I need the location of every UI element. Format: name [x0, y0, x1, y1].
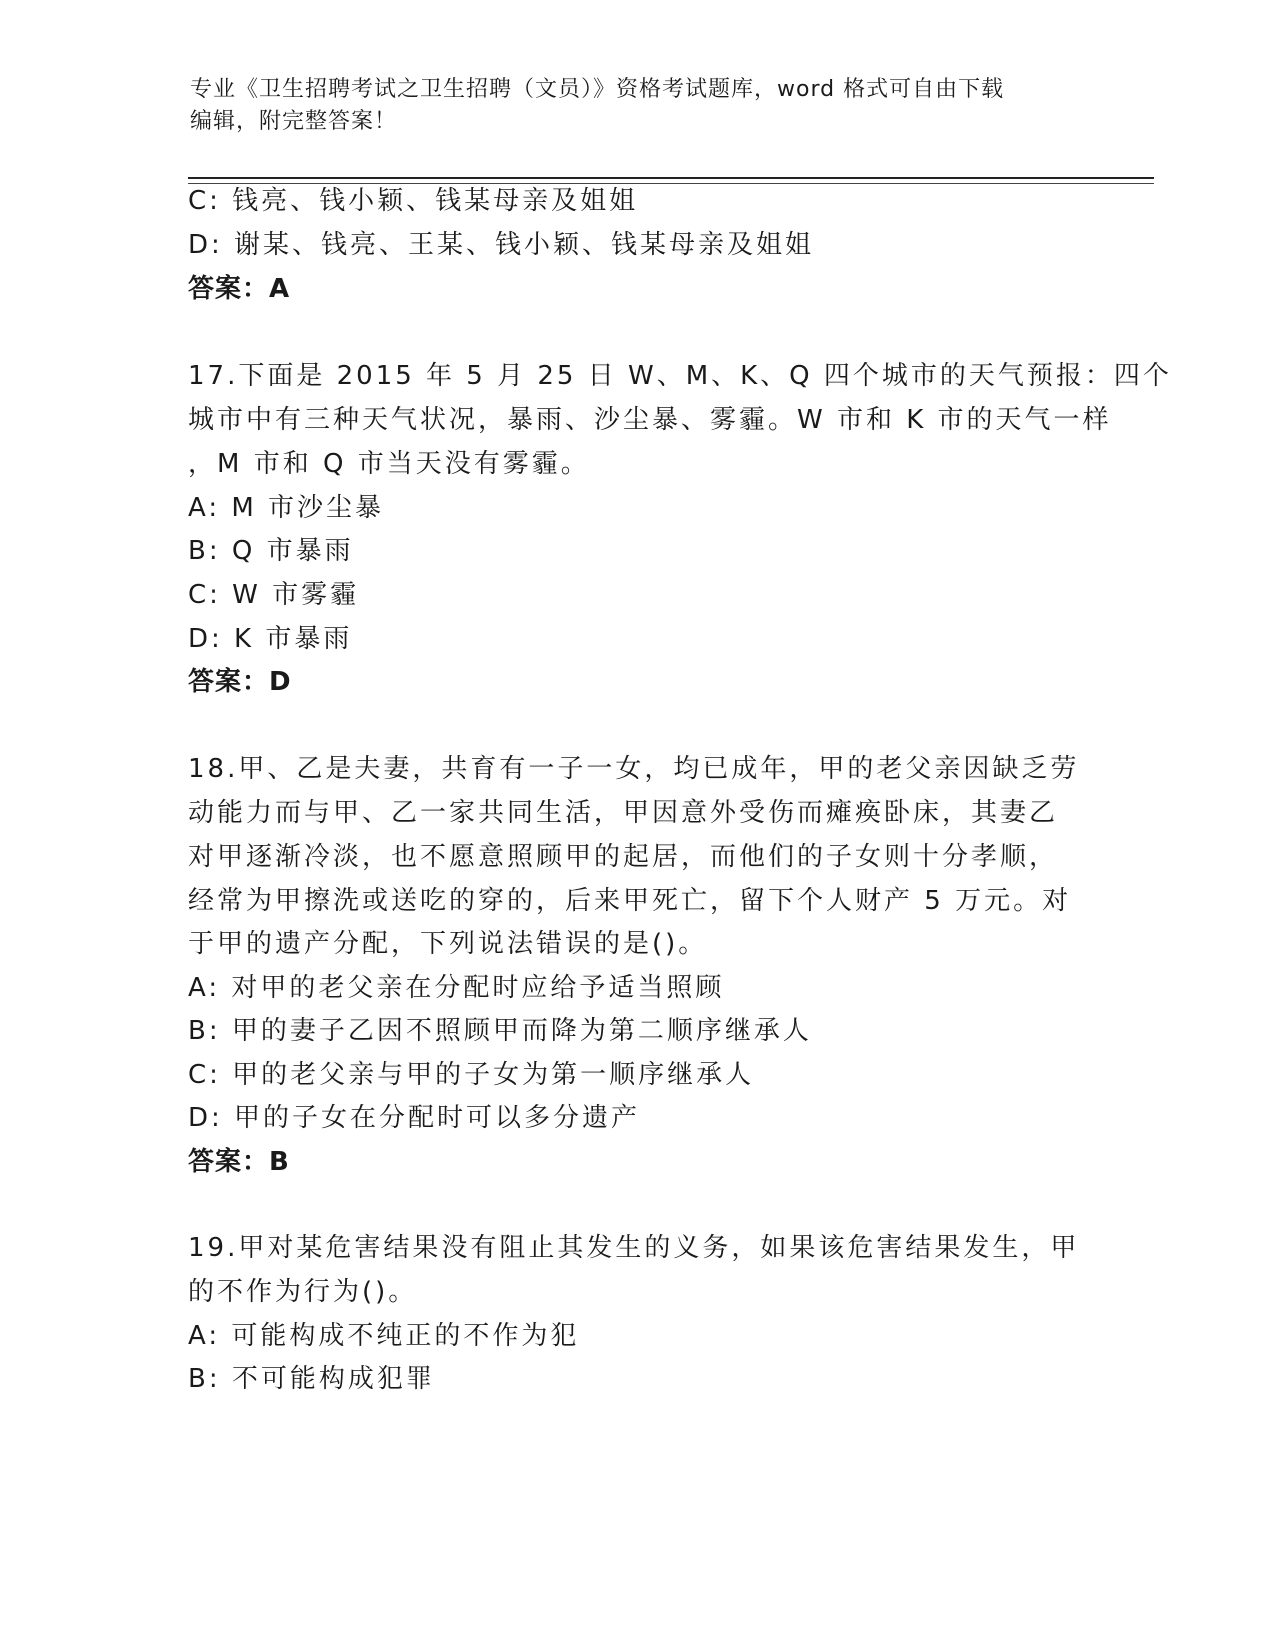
q16-answer: 答案：A	[188, 274, 291, 304]
q16-option-d: D: 谢某、钱亮、王某、钱小颖、钱某母亲及姐姐	[188, 230, 815, 260]
header-line-1: 专业《卫生招聘考试之卫生招聘（文员）》资格考试题库，word 格式可自由下载	[190, 77, 1005, 102]
q18-stem-line-5: 于甲的遗产分配，下列说法错误的是()。	[188, 929, 708, 959]
q17-option-a: A: M 市沙尘暴	[188, 493, 385, 523]
q19-stem-line-1: 19.甲对某危害结果没有阻止其发生的义务，如果该危害结果发生，甲	[188, 1233, 1080, 1263]
q17-stem-line-1: 17.下面是 2015 年 5 月 25 日 W、M、K、Q 四个城市的天气预报：四个	[188, 361, 1172, 391]
q17-option-b: B: Q 市暴雨	[188, 536, 354, 566]
q18-option-a: A: 对甲的老父亲在分配时应给予适当照顾	[188, 973, 725, 1003]
q18-stem-line-1: 18.甲、乙是夫妻，共育有一子一女，均已成年，甲的老父亲因缺乏劳	[188, 754, 1080, 784]
q18-stem-line-3: 对甲逐渐冷淡，也不愿意照顾甲的起居，而他们的子女则十分孝顺，	[188, 842, 1059, 872]
q18-stem-line-4: 经常为甲擦洗或送吃的穿的，后来甲死亡，留下个人财产 5 万元。对	[188, 886, 1072, 916]
q17-option-c: C: W 市雾霾	[188, 580, 360, 610]
q19-option-a: A: 可能构成不纯正的不作为犯	[188, 1321, 580, 1351]
q18-stem-line-2: 动能力而与甲、乙一家共同生活，甲因意外受伤而瘫痪卧床，其妻乙	[188, 798, 1059, 828]
q17-answer: 答案：D	[188, 667, 292, 697]
q18-option-d: D: 甲的子女在分配时可以多分遗产	[188, 1103, 641, 1133]
q17-stem-line-2: 城市中有三种天气状况，暴雨、沙尘暴、雾霾。W 市和 K 市的天气一样	[188, 405, 1112, 435]
q16-option-c: C: 钱亮、钱小颖、钱某母亲及姐姐	[188, 186, 639, 216]
q18-option-b: B: 甲的妻子乙因不照顾甲而降为第二顺序继承人	[188, 1016, 812, 1046]
q17-stem-line-3: ，M 市和 Q 市当天没有雾霾。	[188, 449, 590, 479]
q19-option-b: B: 不可能构成犯罪	[188, 1364, 435, 1394]
header-rule-thick	[188, 177, 1154, 179]
q17-option-d: D: K 市暴雨	[188, 624, 353, 654]
header-line-2: 编辑，附完整答案！	[190, 109, 398, 134]
q18-answer: 答案：B	[188, 1147, 290, 1177]
q19-stem-line-2: 的不作为行为()。	[188, 1277, 418, 1307]
document-header	[190, 74, 1090, 138]
q18-option-c: C: 甲的老父亲与甲的子女为第一顺序继承人	[188, 1060, 755, 1090]
header-rule-thin	[188, 183, 1154, 184]
